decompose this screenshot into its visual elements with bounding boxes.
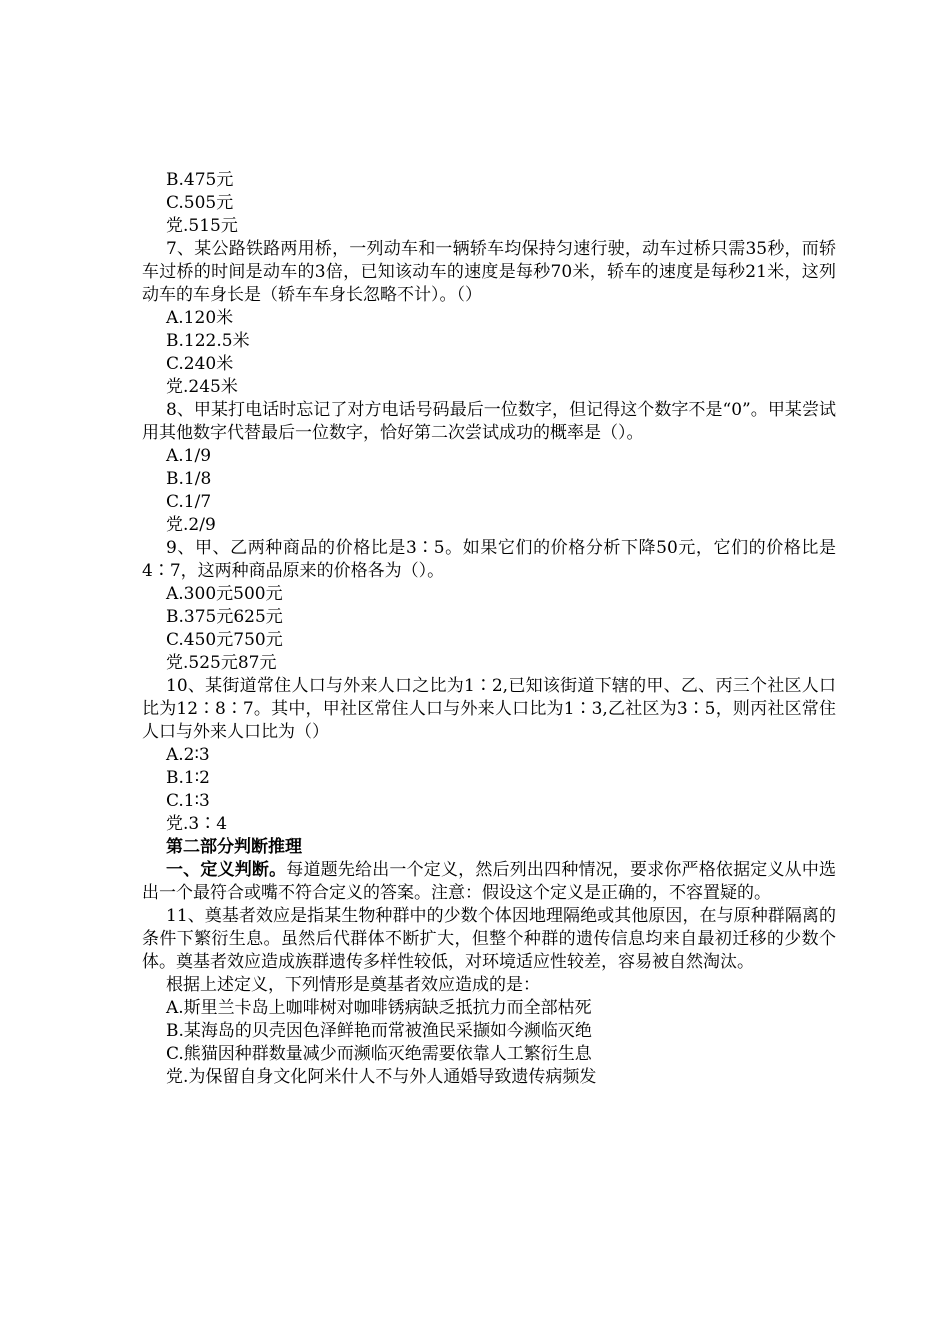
q11-option-a: A.斯里兰卡岛上咖啡树对咖啡锈病缺乏抵抗力而全部枯死 bbox=[166, 998, 592, 1018]
q8-option-d: 党.2/9 bbox=[166, 515, 216, 535]
q10-option-a: A.2∶3 bbox=[166, 745, 210, 765]
q7-stem: 7、某公路铁路两用桥，一列动车和一辆轿车均保持匀速行驶，动车过桥只需35秒，而轿车过桥的时间是动车的3倍，已知该动车的速度是每秒70米，轿车的速度是每秒21米，这列动车的车身长是（轿车车身长忽略不计）。（） bbox=[142, 239, 836, 305]
q8-stem: 8、甲某打电话时忘记了对方电话号码最后一位数字，但记得这个数字不是“0”。甲某尝试用其他数字代替最后一位数字，恰好第二次尝试成功的概率是（）。 bbox=[142, 400, 836, 443]
q9-option-c: C.450元750元 bbox=[166, 630, 283, 650]
q10-stem: 10、某街道常住人口与外来人口之比为1∶2,已知该街道下辖的甲、乙、丙三个社区人口比为12∶8∶7。其中，甲社区常住人口与外来人口比为1∶3,乙社区为3∶5，则丙社区常住人口与外来人口比为（） bbox=[142, 676, 836, 742]
q6-option-b: B.475元 bbox=[166, 170, 234, 190]
section-title: 第二部分判断推理 bbox=[166, 837, 302, 857]
q10-option-c: C.1∶3 bbox=[166, 791, 210, 811]
q7-option-d: 党.245米 bbox=[166, 377, 238, 397]
definition-intro-text: 每道题先给出一个定义，然后列出四种情况，要求你严格依据定义从中选出一个最符合或嘴不符合定义的答案。注意：假设这个定义是正确的，不容置疑的。 bbox=[142, 860, 837, 903]
q9-option-b: B.375元625元 bbox=[166, 607, 283, 627]
q10-option-d: 党.3∶4 bbox=[166, 814, 228, 834]
q11-stem: 11、奠基者效应是指某生物种群中的少数个体因地理隔绝或其他原因，在与原种群隔离的条件下繁衍生息。虽然后代群体不断扩大，但整个种群的遗传信息均来自最初迁移的少数个体。奠基者效应造成族群遗传多样性较低，对环境适应性较差，容易被自然淘汰。 bbox=[142, 906, 836, 972]
q11-option-c: C.熊猫因种群数量减少而濒临灭绝需要依靠人工繁衍生息 bbox=[166, 1044, 592, 1064]
q7-option-a: A.120米 bbox=[166, 308, 234, 328]
q9-stem: 9、甲、乙两种商品的价格比是3∶5。如果它们的价格分析下降50元，它们的价格比是4∶7，这两种商品原来的价格各为（）。 bbox=[142, 538, 836, 581]
q7-option-c: C.240米 bbox=[166, 354, 234, 374]
q8-option-c: C.1/7 bbox=[166, 492, 212, 512]
q11-question: 根据上述定义，下列情形是奠基者效应造成的是： bbox=[166, 975, 540, 995]
q7-option-b: B.122.5米 bbox=[166, 331, 250, 351]
q6-option-c: C.505元 bbox=[166, 193, 234, 213]
q9-option-d: 党.525元87元 bbox=[166, 653, 277, 673]
q11-option-b: B.某海岛的贝壳因色泽鲜艳而常被渔民采撷如今濒临灭绝 bbox=[166, 1021, 592, 1041]
q6-option-d: 党.515元 bbox=[166, 216, 238, 236]
q10-option-b: B.1∶2 bbox=[166, 768, 210, 788]
q8-option-b: B.1/8 bbox=[166, 469, 212, 489]
definition-intro-lead: 一、定义判断。 bbox=[166, 860, 287, 880]
q8-option-a: A.1/9 bbox=[166, 446, 212, 466]
page-content bbox=[142, 169, 836, 1089]
definition-intro bbox=[142, 859, 836, 905]
q9-option-a: A.300元500元 bbox=[166, 584, 283, 604]
q11-option-d: 党.为保留自身文化阿米什人不与外人通婚导致遗传病频发 bbox=[166, 1067, 597, 1087]
